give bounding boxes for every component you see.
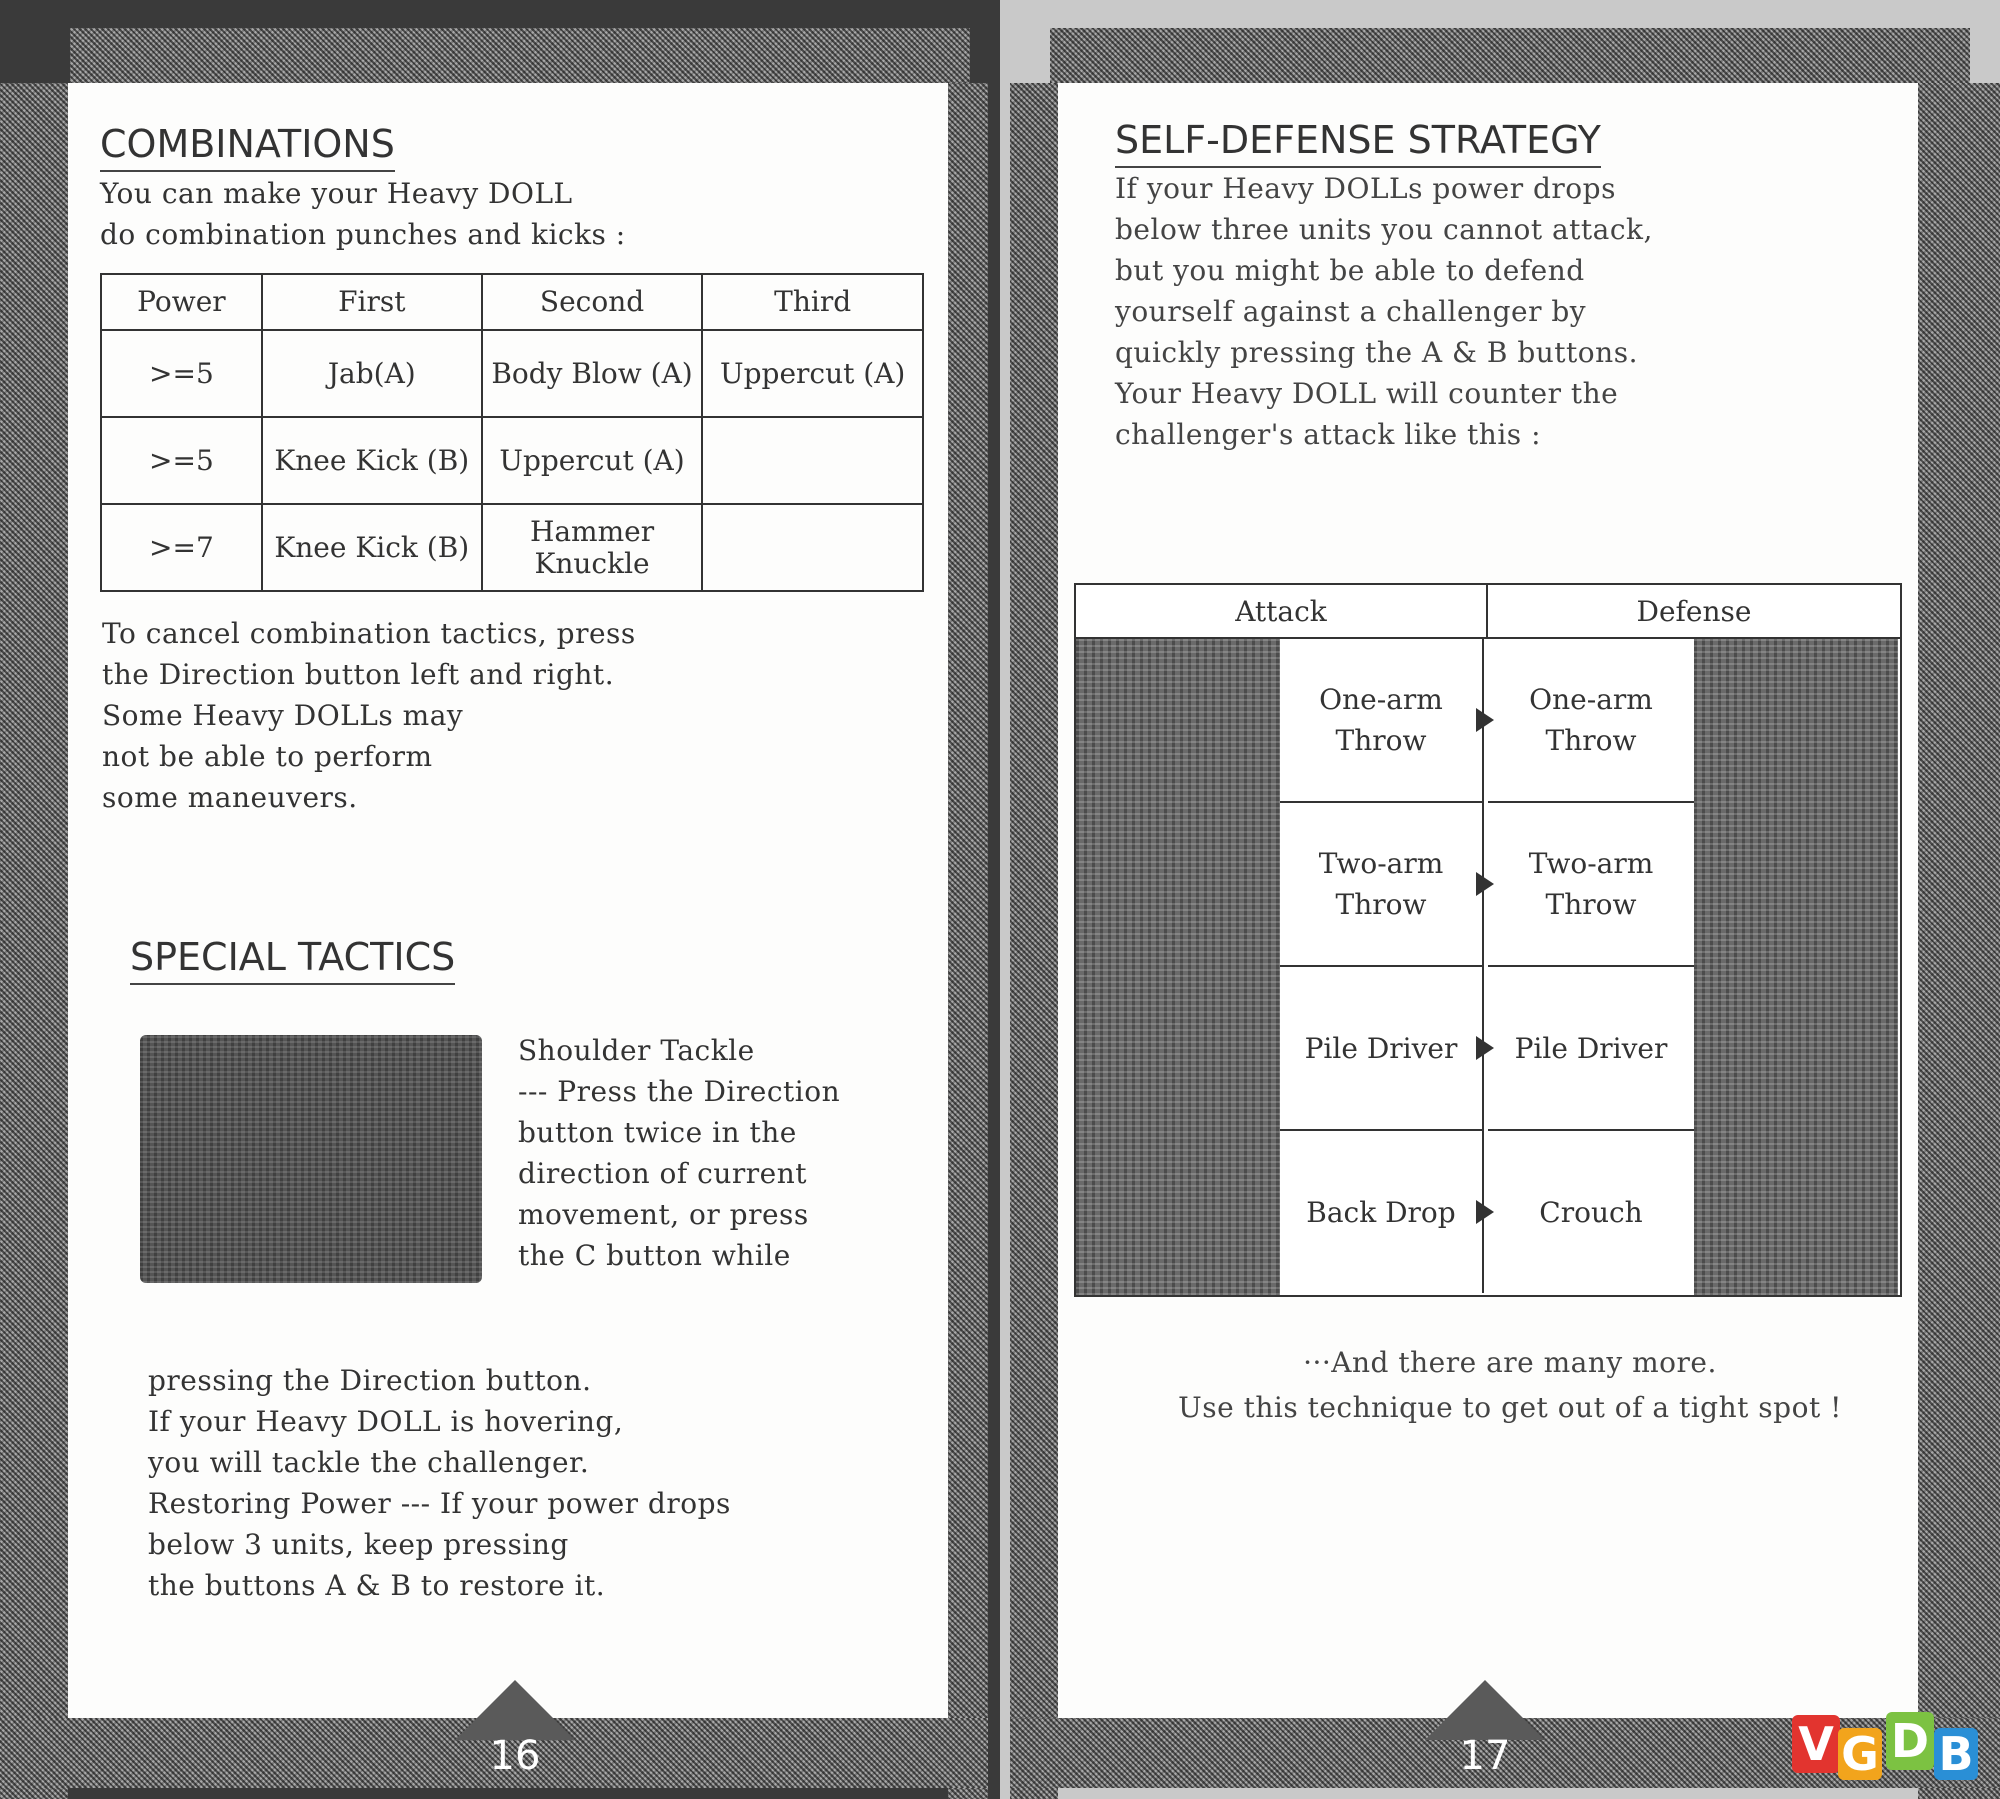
intro-line: If your Heavy DOLLs power drops <box>1115 172 1616 205</box>
intro-line: quickly pressing the A & B buttons. <box>1115 336 1638 369</box>
attack-cell: One-arm Throw <box>1280 639 1484 803</box>
special-tactics-heading: SPECIAL TACTICS <box>130 935 455 985</box>
self-defense-intro <box>1115 168 1653 455</box>
body-line: pressing the Direction button. <box>148 1364 592 1397</box>
table-row <box>101 504 923 591</box>
power-cell: >=5 <box>101 417 262 504</box>
right-inner-border <box>1010 83 1058 1799</box>
second-cell: Body Blow (A) <box>482 330 703 417</box>
defense-cell: Pile Driver <box>1488 967 1694 1131</box>
first-cell: Knee Kick (B) <box>262 417 482 504</box>
body-line: the buttons A & B to restore it. <box>148 1569 606 1602</box>
left-outer-border <box>0 83 68 1799</box>
left-top-border <box>70 28 970 83</box>
page-number-16: 16 <box>489 1733 541 1779</box>
body-line: below 3 units, keep pressing <box>148 1528 569 1561</box>
defense-cell: Crouch <box>1488 1131 1694 1293</box>
combinations-heading: COMBINATIONS <box>100 122 395 172</box>
cancel-line: not be able to perform <box>102 740 433 773</box>
body-line: you will tackle the challenger. <box>148 1446 590 1479</box>
cancel-line: the Direction button left and right. <box>102 658 615 691</box>
body-line: If your Heavy DOLL is hovering, <box>148 1405 624 1438</box>
attack-cell: Back Drop <box>1280 1131 1484 1293</box>
right-top-border <box>1050 28 1970 83</box>
defense-header: Defense <box>1488 585 1900 639</box>
header-power: Power <box>101 274 262 330</box>
defense-images <box>1694 639 1898 1295</box>
arrow-right-icon <box>1476 872 1494 896</box>
page-tab-left <box>455 1680 575 1740</box>
third-cell <box>702 417 923 504</box>
cancel-line: To cancel combination tactics, press <box>102 617 636 650</box>
arrow-right-icon <box>1476 1036 1494 1060</box>
third-cell <box>702 504 923 591</box>
side-line: movement, or press <box>518 1198 809 1231</box>
second-cell: Hammer Knuckle <box>482 504 703 591</box>
attack-header: Attack <box>1076 585 1488 639</box>
defense-cell: Two-arm Throw <box>1488 803 1694 967</box>
power-cell: >=7 <box>101 504 262 591</box>
closing-line: ···And there are many more. <box>1303 1346 1717 1379</box>
combinations-intro <box>100 173 626 255</box>
intro-line: You can make your Heavy DOLL <box>100 177 573 210</box>
table-header-row <box>101 274 923 330</box>
side-line: button twice in the <box>518 1116 797 1149</box>
vgdb-logo-letter: B <box>1934 1728 1978 1780</box>
cancel-line: some maneuvers. <box>102 781 358 814</box>
intro-line: yourself against a challenger by <box>1115 295 1587 328</box>
side-line: direction of current <box>518 1157 807 1190</box>
power-cell: >=5 <box>101 330 262 417</box>
shoulder-tackle-text <box>518 1030 840 1276</box>
first-cell: Jab(A) <box>262 330 482 417</box>
special-tactics-body <box>148 1360 731 1606</box>
table-row <box>101 330 923 417</box>
intro-line: Your Heavy DOLL will counter the <box>1115 377 1619 410</box>
page-tab-right <box>1425 1680 1545 1740</box>
intro-line: challenger's attack like this : <box>1115 418 1541 451</box>
self-defense-table <box>1074 583 1902 1297</box>
page-number-17: 17 <box>1459 1733 1511 1779</box>
attack-cell: Two-arm Throw <box>1280 803 1484 967</box>
closing-text <box>1140 1340 1880 1430</box>
header-second: Second <box>482 274 703 330</box>
defense-cell: One-arm Throw <box>1488 639 1694 803</box>
closing-line: Use this technique to get out of a tight spot ! <box>1178 1391 1842 1424</box>
header-third: Third <box>702 274 923 330</box>
vgdb-logo-letter: D <box>1886 1712 1934 1770</box>
attack-images <box>1076 639 1280 1295</box>
arrow-right-icon <box>1476 708 1494 732</box>
second-cell: Uppercut (A) <box>482 417 703 504</box>
shoulder-tackle-screenshot <box>140 1035 482 1283</box>
intro-line: do combination punches and kicks : <box>100 218 626 251</box>
right-outer-border <box>1918 83 2000 1799</box>
third-cell: Uppercut (A) <box>702 330 923 417</box>
body-line: Restoring Power --- If your power drops <box>148 1487 731 1520</box>
self-defense-heading: SELF-DEFENSE STRATEGY <box>1115 118 1601 168</box>
cancel-text <box>102 613 636 818</box>
vgdb-logo-letter: V <box>1792 1715 1840 1773</box>
intro-line: but you might be able to defend <box>1115 254 1585 287</box>
side-line: Shoulder Tackle <box>518 1034 755 1067</box>
side-line: --- Press the Direction <box>518 1075 841 1108</box>
first-cell: Knee Kick (B) <box>262 504 482 591</box>
combination-table <box>100 273 924 592</box>
left-inner-border <box>948 83 988 1799</box>
header-first: First <box>262 274 482 330</box>
table-row <box>101 417 923 504</box>
arrow-right-icon <box>1476 1200 1494 1224</box>
side-line: the C button while <box>518 1239 791 1272</box>
attack-cell: Pile Driver <box>1280 967 1484 1131</box>
intro-line: below three units you cannot attack, <box>1115 213 1653 246</box>
cancel-line: Some Heavy DOLLs may <box>102 699 464 732</box>
vgdb-logo-letter: G <box>1838 1728 1882 1780</box>
